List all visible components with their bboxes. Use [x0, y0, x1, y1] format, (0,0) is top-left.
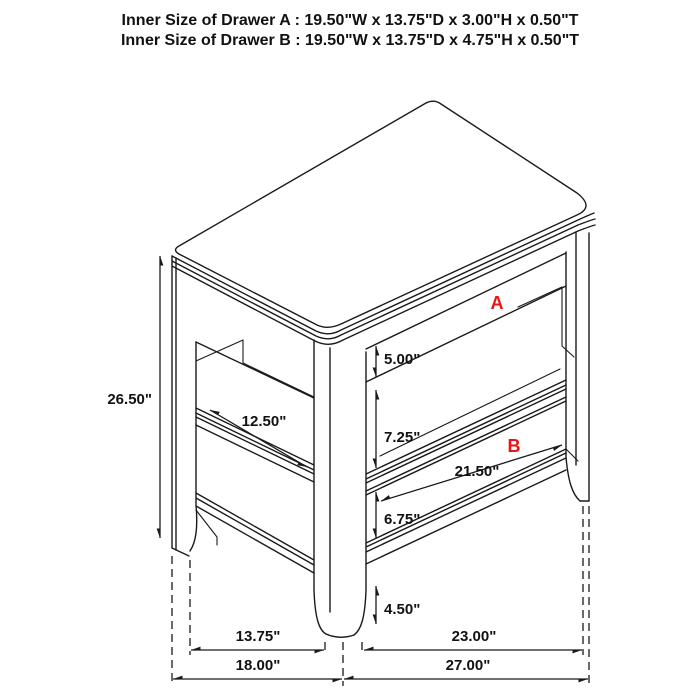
side-inner-depth-value: 13.75" [235, 628, 281, 645]
open-shelf-height-value: 7.25" [384, 429, 421, 446]
dimension-drawer-b-height [376, 492, 420, 538]
dimension-drawer-a-height [376, 346, 420, 377]
extension-lines [172, 506, 589, 686]
dimension-overall-depth [173, 657, 342, 679]
overall-depth-value: 18.00" [235, 657, 281, 674]
title-line-drawer-a: Inner Size of Drawer A : 19.50"W x 13.75"D x 3.00"H x 0.50"T [121, 12, 579, 29]
overall-width-value: 27.00" [445, 657, 491, 674]
drawer-b-label: B [507, 436, 521, 456]
right-leg [566, 232, 589, 501]
dimension-overall-height [107, 256, 160, 538]
dimension-front-inner-width [364, 628, 582, 650]
dimension-overall-width [344, 657, 588, 679]
title-line-drawer-b: Inner Size of Drawer B : 19.50"W x 13.75"D x 4.75"H x 0.50"T [120, 32, 580, 49]
drawer-a-height-value: 5.00" [384, 351, 421, 368]
dimension-side-inner-depth [191, 628, 324, 650]
leg-height-value: 4.50" [384, 601, 421, 618]
side-shelf-width-value: 12.50" [241, 413, 287, 430]
drawer-b-width-value: 21.50" [454, 463, 500, 480]
drawer-a-label: A [490, 293, 504, 313]
left-rear-leg [172, 256, 189, 556]
overall-height-value: 26.50" [107, 391, 152, 408]
side-panel [190, 340, 314, 573]
drawer-b-height-value: 6.75" [384, 511, 421, 528]
front-leg [314, 340, 366, 637]
table-top [172, 101, 595, 344]
dimension-leg-height [376, 586, 420, 624]
front-inner-width-value: 23.00" [451, 628, 497, 645]
